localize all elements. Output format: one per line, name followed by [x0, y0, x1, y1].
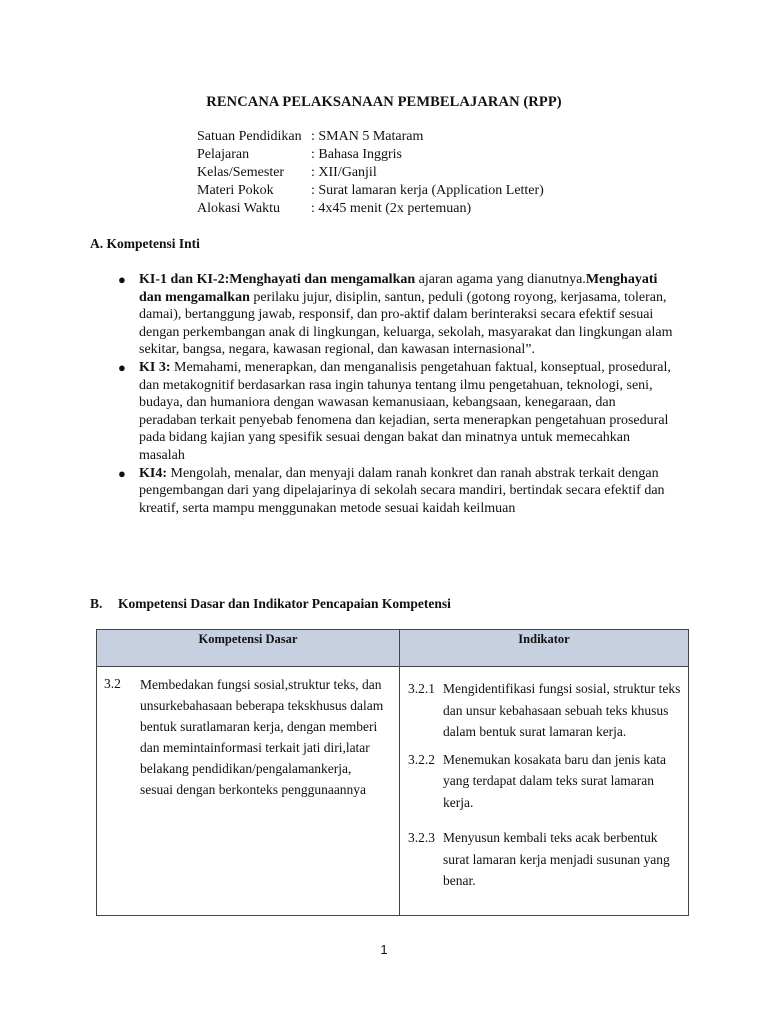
kompetensi-inti-list [118, 271, 673, 517]
header-indikator: Indikator [400, 630, 689, 667]
item-bold: Menghayati dan mengamalkan [139, 272, 658, 305]
info-label: Materi Pokok [197, 183, 274, 198]
item-text: perilaku jujur, disiplin, santun, peduli (gotong royong, kerjasama, toleran, damai), bertanggung jawab, responsif, dan pro-aktif dalam berinteraksi secara efektif sesuai dengan perkembangan anak di lingkungan, keluarga, sekolah, masyarakat dan lingkungan alam sekitar, bangsa, negara, kawasan regional, dan kawasan internasional”. [139, 289, 673, 358]
section-b-number: B. [90, 596, 103, 611]
item-bold: KI-1 dan KI-2:Menghayati dan mengamalkan [139, 272, 416, 287]
indicator-text: Mengidentifikasi fungsi sosial, struktur teks dan unsur kebahasaan sebuah teks khusus dalam bentuk surat lamaran kerja. [443, 681, 681, 739]
kd-number: 3.2 [104, 676, 121, 691]
indikator-cell [400, 667, 689, 916]
indicator-number: 3.2.1 [408, 681, 435, 696]
info-value: : Surat lamaran kerja (Application Letter) [311, 183, 544, 198]
header-kompetensi-dasar: Kompetensi Dasar [97, 630, 400, 667]
indicator-text: Menyusun kembali teks acak berbentuk surat lamaran kerja menjadi susunan yang benar. [443, 830, 670, 888]
kd-text: Membedakan fungsi sosial,struktur teks, dan unsurkebahasaan beberapa tekskhusus dalam bentuk suratlamaran kerja, dengan memberi dan memintainformasi terkait jati diri,latar belakang pendidikan/pengalamankerja, sesuai dengan berkonteks penggunaannya [140, 677, 384, 797]
section-b-heading [90, 596, 451, 612]
section-b-title: Kompetensi Dasar dan Indikator Pencapaian Kompetensi [118, 596, 451, 611]
item-text: Mengolah, menalar, dan menyaji dalam ranah konkret dan ranah abstrak terkait dengan pengembangan dari yang dipelajarinya di sekolah secara mandiri, bertindak secara efektif dan kreatif, serta mampu menggunakan metode sesuai kaidah keilmuan [139, 465, 665, 516]
info-row [197, 146, 544, 164]
list-item [118, 359, 673, 465]
info-value: : Bahasa Inggris [311, 147, 402, 162]
table-header-row [97, 630, 689, 667]
bullet-icon: ● [118, 465, 126, 481]
info-label: Alokasi Waktu [197, 201, 280, 216]
info-value: : 4x45 menit (2x pertemuan) [311, 201, 472, 216]
indicator-item [408, 749, 683, 814]
info-label: Pelajaran [197, 147, 250, 162]
item-bold: KI4: [139, 465, 167, 481]
info-value: : XII/Ganjil [311, 165, 377, 180]
indicator-item [408, 827, 683, 892]
table-row [97, 667, 689, 916]
section-a-heading: A. Kompetensi Inti [90, 236, 200, 251]
info-value: : SMAN 5 Mataram [311, 129, 424, 144]
indicator-number: 3.2.3 [408, 830, 435, 845]
item-bold: KI 3: [139, 359, 171, 375]
item-text: Memahami, menerapkan, dan menganalisis pengetahuan faktual, konseptual, prosedural, dan metakognitif berdasarkan rasa ingin tahunya tentang ilmu pengetahuan, teknologi, seni, budaya, dan humaniora dengan wawasan kemanusiaan, kebangsaan, kenegaraan, dan peradaban terkait penyebab fenomena dan kejadian, serta menerapkan pengetahuan prosedural pada bidang kajian yang spesifik sesuai dengan bakat dan minatnya untuk memecahkan masalah [139, 359, 671, 463]
list-item [118, 465, 673, 518]
item-text: ajaran agama yang dianutnya. [415, 272, 586, 287]
list-item-text [139, 271, 673, 359]
bullet-icon: ● [118, 272, 126, 287]
info-row [197, 164, 544, 182]
document-title: RENCANA PELAKSANAAN PEMBELAJARAN (RPP) [206, 94, 562, 110]
list-item [118, 271, 673, 359]
list-item-text [139, 359, 673, 465]
kd-cell [97, 667, 400, 916]
page-number: 1 [380, 942, 388, 957]
info-row [197, 200, 544, 218]
info-label: Satuan Pendidikan [197, 129, 302, 144]
info-row [197, 128, 544, 146]
indicator-item [408, 678, 683, 743]
kompetensi-table [96, 629, 689, 916]
bullet-icon: ● [118, 359, 126, 375]
indicator-number: 3.2.2 [408, 751, 435, 767]
info-row [197, 182, 544, 200]
info-block [197, 128, 544, 218]
indicator-text: Menemukan kosakata baru dan jenis kata yang terdapat dalam teks surat lamaran kerja. [443, 751, 667, 810]
info-label: Kelas/Semester [197, 165, 285, 180]
list-item-text [139, 465, 673, 518]
